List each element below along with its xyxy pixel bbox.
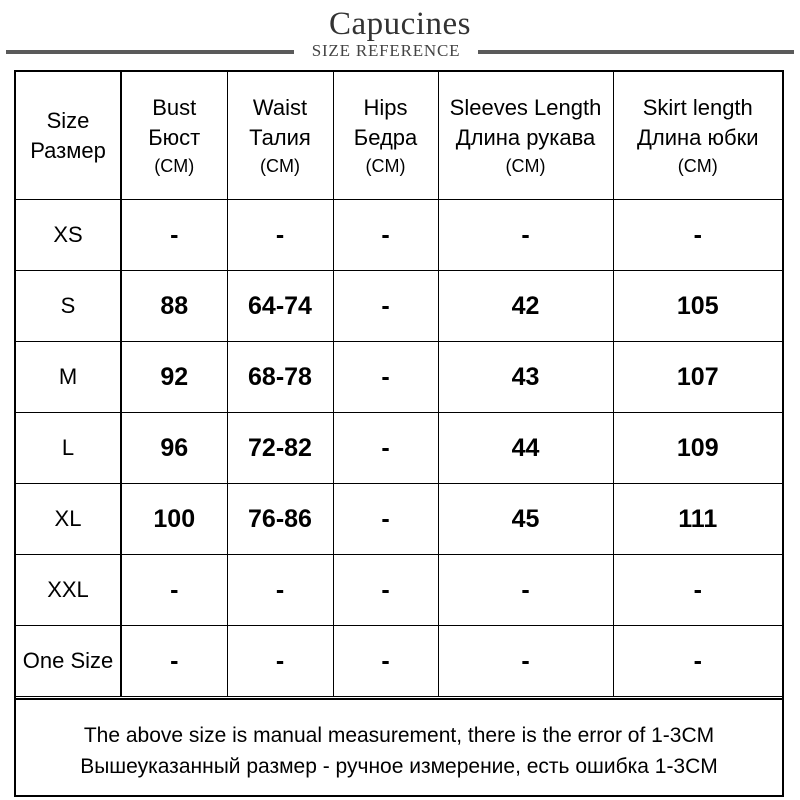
table-cell: - xyxy=(333,200,438,271)
header-label: Bust xyxy=(152,94,197,120)
table-cell: - xyxy=(438,626,613,697)
table-cell: 68-78 xyxy=(227,342,333,413)
header-label-ru: Бюст xyxy=(148,124,201,150)
brand-title: Capucines xyxy=(329,6,471,42)
table-cell: 111 xyxy=(613,484,782,555)
table-cell: 100 xyxy=(121,484,227,555)
header-cell-size xyxy=(16,72,121,200)
table-cell: - xyxy=(438,555,613,626)
table-cell: - xyxy=(333,484,438,555)
table-cell: 96 xyxy=(121,413,227,484)
table-cell: 45 xyxy=(438,484,613,555)
size-rows xyxy=(16,200,782,697)
header-label-ru: Длина рукава xyxy=(455,124,596,150)
size-table xyxy=(16,72,782,697)
table-cell: 64-74 xyxy=(227,271,333,342)
header-label-ru: Размер xyxy=(30,137,106,163)
table-cell: - xyxy=(613,626,782,697)
header-cell-bust xyxy=(121,72,227,200)
table-cell: 107 xyxy=(613,342,782,413)
table-row xyxy=(16,555,782,626)
table-cell: - xyxy=(613,555,782,626)
table-cell: 42 xyxy=(438,271,613,342)
table-cell: - xyxy=(333,555,438,626)
table-row xyxy=(16,413,782,484)
subtitle-row xyxy=(0,40,800,64)
table-cell: - xyxy=(333,413,438,484)
size-label-cell: XL xyxy=(16,484,121,555)
header-label-ru: Бедра xyxy=(353,124,418,150)
table-cell: 109 xyxy=(613,413,782,484)
table-row xyxy=(16,342,782,413)
size-label-cell: One Size xyxy=(16,626,121,697)
header-cell-skirt-length xyxy=(613,72,782,200)
size-chart xyxy=(14,70,784,797)
header-label: Hips xyxy=(363,94,408,120)
left-divider xyxy=(6,50,294,54)
table-cell: - xyxy=(121,626,227,697)
table-cell: - xyxy=(333,342,438,413)
header-label: Size xyxy=(46,107,90,133)
table-cell: 44 xyxy=(438,413,613,484)
header-row xyxy=(16,72,782,200)
table-cell: - xyxy=(121,555,227,626)
header-unit: (CM) xyxy=(677,155,718,176)
table-cell: - xyxy=(333,271,438,342)
size-reference-subtitle: SIZE REFERENCE xyxy=(311,41,461,60)
table-cell: - xyxy=(438,200,613,271)
table-cell: - xyxy=(227,555,333,626)
header-unit: (CM) xyxy=(154,155,195,176)
header-unit: (CM) xyxy=(365,155,406,176)
header-unit: (CM) xyxy=(260,155,300,176)
header-unit: (CM) xyxy=(505,155,546,176)
measurement-note-ru: Вышеуказанный размер - ручное измерение, есть ошибка 1-3CM xyxy=(80,755,718,778)
measurement-note xyxy=(16,698,782,795)
header-label-ru: Длина юбки xyxy=(636,124,759,150)
header-label-ru: Талия xyxy=(249,124,311,150)
table-row xyxy=(16,626,782,697)
header-cell-sleeves-length xyxy=(438,72,613,200)
header-label: Skirt length xyxy=(642,94,753,120)
size-label-cell: S xyxy=(16,271,121,342)
table-cell: 88 xyxy=(121,271,227,342)
table-row xyxy=(16,271,782,342)
table-row xyxy=(16,484,782,555)
size-label-cell: L xyxy=(16,413,121,484)
size-label-cell: XS xyxy=(16,200,121,271)
header-cell-hips xyxy=(333,72,438,200)
header-label: Waist xyxy=(252,94,308,120)
table-cell: - xyxy=(227,626,333,697)
table-cell: 72-82 xyxy=(227,413,333,484)
table-cell: 105 xyxy=(613,271,782,342)
size-label-cell: M xyxy=(16,342,121,413)
table-cell: 43 xyxy=(438,342,613,413)
table-cell: - xyxy=(613,200,782,271)
table-cell: 76-86 xyxy=(227,484,333,555)
table-row xyxy=(16,200,782,271)
table-cell: 92 xyxy=(121,342,227,413)
table-cell: - xyxy=(227,200,333,271)
header-cell-waist xyxy=(227,72,333,200)
header-label: Sleeves Length xyxy=(449,94,602,120)
table-cell: - xyxy=(333,626,438,697)
right-divider xyxy=(478,50,794,54)
measurement-note-en: The above size is manual measurement, there is the error of 1-3CM xyxy=(83,724,715,747)
table-cell: - xyxy=(121,200,227,271)
size-label-cell: XXL xyxy=(16,555,121,626)
